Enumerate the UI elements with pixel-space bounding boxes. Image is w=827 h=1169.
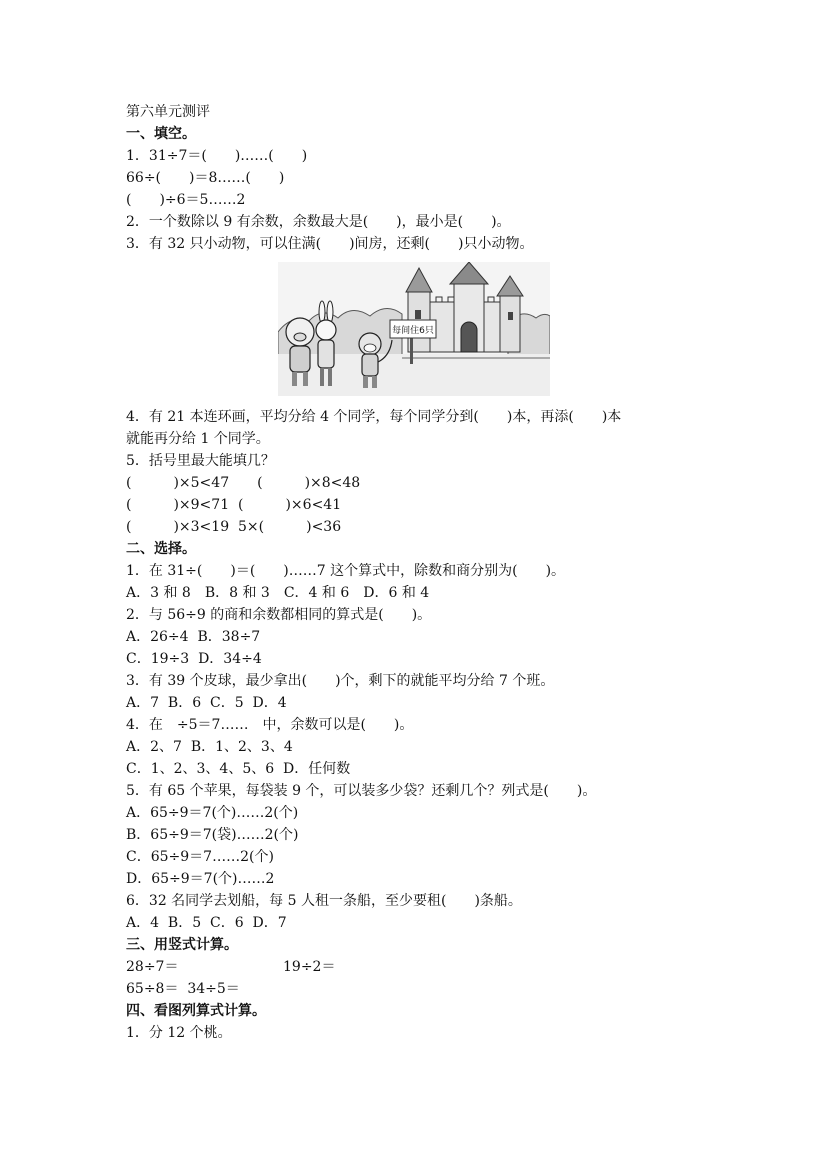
choice-q5-option-d: D．65÷9＝7(个)……2 bbox=[126, 871, 275, 887]
choice-q3: 3．有 39 个皮球，最少拿出( )个，剩下的就能平均分给 7 个班。 bbox=[126, 673, 555, 689]
section-fill-heading: 一、填空。 bbox=[126, 126, 196, 142]
choice-q4: 4．在 ÷5＝7…… 中，余数可以是( )。 bbox=[126, 717, 414, 733]
choice-q2: 2．与 56÷9 的商和余数都相同的算式是( )。 bbox=[126, 607, 432, 623]
choice-q4-options-1: A．2、7 B．1、2、3、4 bbox=[126, 739, 293, 755]
choice-q4-options-2: C．1、2、3、4、5、6 D．任何数 bbox=[126, 761, 351, 777]
choice-q1-options: A．3 和 8 B．8 和 3 C．4 和 6 D．6 和 4 bbox=[126, 585, 430, 601]
castle-animals-illustration bbox=[278, 262, 550, 396]
fill-q5: 5．括号里最大能填几？ bbox=[126, 453, 275, 469]
page-title: 第六单元测评 bbox=[126, 104, 210, 120]
sign-text: 每间住6只 bbox=[392, 326, 434, 336]
choice-q6: 6．32 名同学去划船，每 5 人租一条船，至少要租( )条船。 bbox=[126, 893, 522, 909]
calc-item-2: 19÷2＝ bbox=[283, 959, 336, 975]
choice-q1: 1．在 31÷( )＝( )……7 这个算式中，除数和商分别为( )。 bbox=[126, 563, 566, 579]
choice-q2-options-1: A．26÷4 B．38÷7 bbox=[126, 629, 261, 645]
choice-q5-option-b: B．65÷9＝7(袋)……2(个) bbox=[126, 827, 299, 843]
fill-q1a: 1．31÷7＝( )……( ) bbox=[126, 148, 308, 164]
calc-line-2: 65÷8＝ 34÷5＝ bbox=[126, 981, 240, 997]
section-calc-heading: 三、用竖式计算。 bbox=[126, 937, 238, 953]
fill-q4a: 4．有 21 本连环画，平均分给 4 个同学，每个同学分到( )本，再添( )本 bbox=[126, 409, 622, 425]
fill-q5b: ( )×9<71 ( )×6<41 bbox=[126, 497, 342, 513]
choice-q2-options-2: C．19÷3 D．34÷4 bbox=[126, 651, 262, 667]
fill-q5a: ( )×5<47 ( )×8<48 bbox=[126, 475, 361, 491]
choice-q3-options: A．7 B．6 C．5 D．4 bbox=[126, 695, 287, 711]
section-choice-heading: 二、选择。 bbox=[126, 541, 196, 557]
choice-q5-option-c: C．65÷9＝7……2(个) bbox=[126, 849, 274, 865]
choice-q5: 5．有 65 个苹果，每袋装 9 个，可以装多少袋？还剩几个？列式是( )。 bbox=[126, 783, 597, 799]
choice-q5-option-a: A．65÷9＝7(个)……2(个) bbox=[126, 805, 299, 821]
fill-q1c: ( )÷6＝5……2 bbox=[126, 192, 246, 208]
choice-q6-options: A．4 B．5 C．6 D．7 bbox=[126, 915, 287, 931]
fill-q4b: 就能再分给 1 个同学。 bbox=[126, 431, 270, 447]
fill-q1b: 66÷( )＝8……( ) bbox=[126, 170, 285, 186]
picture-q1: 1．分 12 个桃。 bbox=[126, 1025, 232, 1041]
fill-q2: 2．一个数除以 9 有余数，余数最大是( )，最小是( )。 bbox=[126, 214, 511, 230]
fill-q3: 3．有 32 只小动物，可以住满( )间房，还剩( )只小动物。 bbox=[126, 236, 534, 252]
calc-item-1: 28÷7＝ bbox=[126, 959, 179, 975]
section-picture-heading: 四、看图列算式计算。 bbox=[126, 1003, 266, 1019]
fill-q5c: ( )×3<19 5×( )<36 bbox=[126, 519, 342, 535]
